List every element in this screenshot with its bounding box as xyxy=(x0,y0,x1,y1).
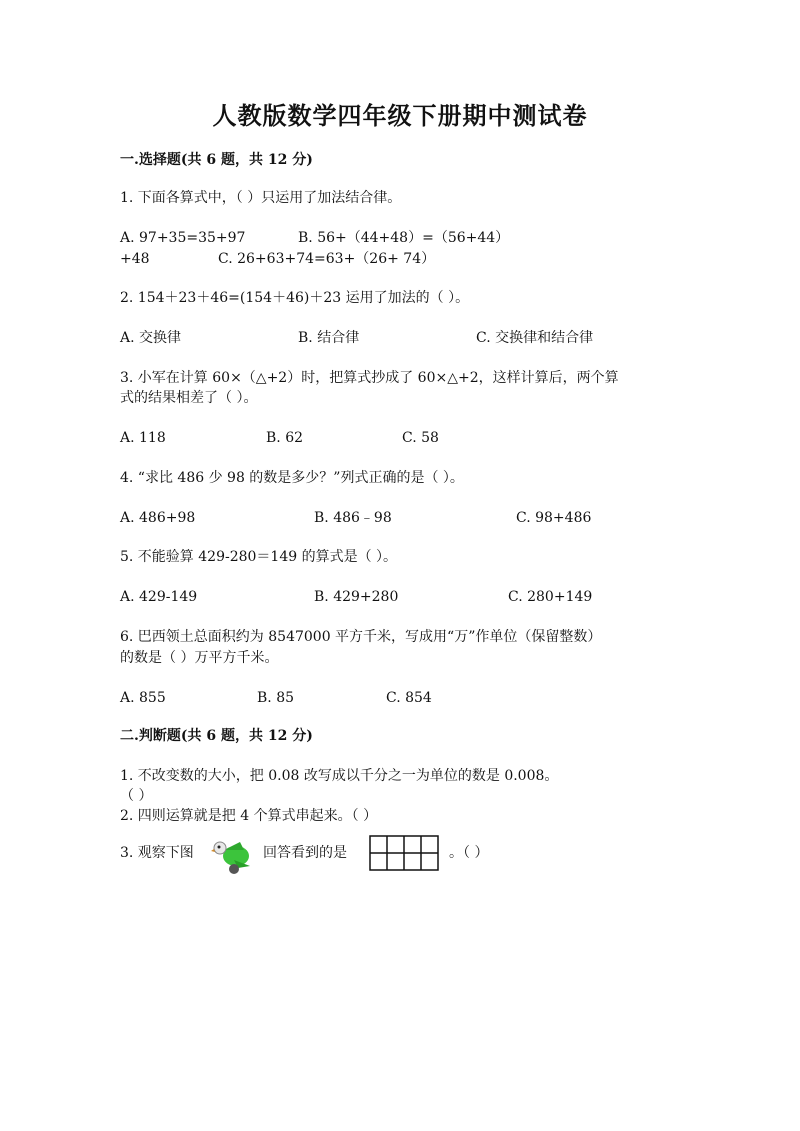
section2-header: 二.判断题(共 6 题，共 12 分) xyxy=(120,728,313,744)
parrot-figure-icon xyxy=(210,836,254,876)
q3-option-a: A. 118 xyxy=(120,430,166,446)
judge-q3-suffix: 。（ ） xyxy=(449,845,489,861)
q6-option-c: C. 854 xyxy=(386,690,432,706)
q1-option-c: C. 26+63+74=63+（26+ 74） xyxy=(218,251,436,267)
parrot-eye xyxy=(218,846,221,849)
q3-stem-line2: 式的结果相差了（ ）。 xyxy=(120,390,258,406)
grid-view-figure xyxy=(369,835,439,871)
q3-stem-line1: 3. 小军在计算 60×（△+2）时，把算式抄成了 60×△+2，这样计算后，两个算 xyxy=(120,370,619,386)
page-title: 人教版数学四年级下册期中测试卷 xyxy=(212,101,588,130)
q4-option-a: A. 486+98 xyxy=(120,510,196,526)
q2-option-c: C. 交换律和结合律 xyxy=(476,330,594,346)
q5-option-a: A. 429-149 xyxy=(120,589,198,605)
parrot-wing-top xyxy=(224,842,244,850)
parrot-perch xyxy=(229,864,239,874)
judge-q2: 2. 四则运算就是把 4 个算式串起来。（ ） xyxy=(120,808,378,824)
q1-option-a: A. 97+35=35+97 xyxy=(120,230,246,246)
judge-q3-prefix: 3. 观察下图 xyxy=(120,845,194,861)
q1-stem: 1. 下面各算式中，（ ）只运用了加法结合律。 xyxy=(120,190,402,206)
q6-stem-line2: 的数是（ ）万平方千米。 xyxy=(120,650,279,666)
q4-option-b: B. 486﹣98 xyxy=(314,510,392,526)
q6-option-b: B. 85 xyxy=(257,690,295,706)
q6-stem-line1: 6. 巴西领土总面积约为 8547000 平方千米，写成用“万”作单位（保留整数） xyxy=(120,629,602,645)
section1-header: 一.选择题(共 6 题，共 12 分) xyxy=(120,152,313,168)
q2-option-b: B. 结合律 xyxy=(298,330,360,346)
judge-q1-line1: 1. 不改变数的大小，把 0.08 改写成以千分之一为单位的数是 0.008。 xyxy=(120,768,559,784)
q5-option-c: C. 280+149 xyxy=(508,589,593,605)
judge-q3-middle: 回答看到的是 xyxy=(263,845,347,861)
q2-option-a: A. 交换律 xyxy=(120,330,182,346)
q1-option-b-continued: +48 xyxy=(120,251,150,267)
q5-stem: 5. 不能验算 429-280＝149 的算式是（ ）。 xyxy=(120,549,398,565)
q3-option-c: C. 58 xyxy=(402,430,439,446)
q6-option-a: A. 855 xyxy=(120,690,166,706)
q4-option-c: C. 98+486 xyxy=(516,510,592,526)
judge-q1-line2: （ ） xyxy=(120,788,153,804)
q2-stem: 2. 154＋23＋46=(154＋46)＋23 运用了加法的（ ）。 xyxy=(120,290,470,306)
q5-option-b: B. 429+280 xyxy=(314,589,399,605)
q4-stem: 4. “求比 486 少 98 的数是多少？”列式正确的是（ ）。 xyxy=(120,470,464,486)
q3-option-b: B. 62 xyxy=(266,430,304,446)
q1-option-b: B. 56+（44+48）=（56+44） xyxy=(298,230,510,246)
